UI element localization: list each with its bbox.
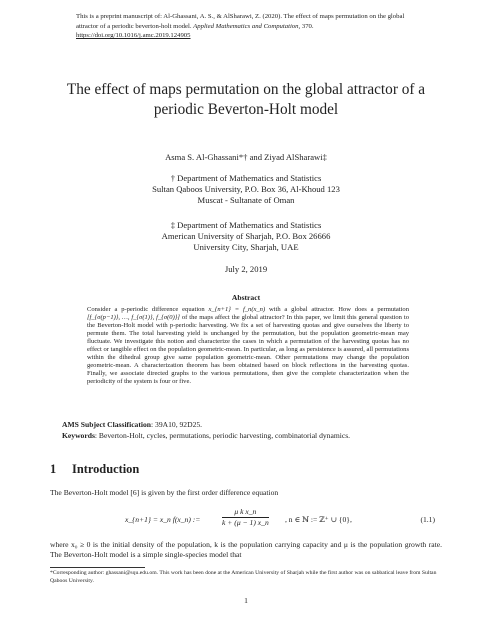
authors: Asma S. Al-Ghassani*† and Ziyad AlSharawi‡ [165,152,327,162]
abstract-part-3: of the maps affect the global attractor? In this paper, we limit this general question to the Beverton-Holt model with p-periodic harvesting. We fix a set of harvesting quotas and give ourselves the liberty to permute them. The total harvesting yield is unchanged by the permutation, but the population geometric-mean may fluctuate. We investigate this notion and characterize the cases in which a permutation of the harvesting quotas has no effect or tangible effect on the population geometric-mean. In particular, as long as persistence is assured, all permutations within the dihedral group give same population geometric-mean. Other permutations may change the population geometric-mean. A characterization theorem has been obtained based on block reflections in the harvesting quotas. Finally, we associate directed graphs to the various permutations, then give the complete characterization when the periodicity of the system is four or five. [87,314,409,386]
section-number: 1 [50,462,57,476]
doi-link[interactable]: https://doi.org/10.1016/j.amc.2019.124905 [76,32,191,40]
intro-paragraph-1: The Beverton-Holt model [6] is given by the first order difference equation [50,488,279,497]
equation-numerator: μ k x_n [222,507,269,518]
affiliation-2 [0,220,492,254]
journal-name: Applied Mathematics and Computation [193,22,299,30]
equation-lhs: x_{n+1} = x_n f(x_n) := [125,515,201,524]
abstract-math-2: [f_{σ(p−1)}, …, f_{σ(1)}, f_{σ(0)}] [87,314,180,322]
abstract-heading: Abstract [231,293,261,302]
footnote-divider [50,567,145,568]
abstract-part-2: with a global attractor. How does a permutation [265,306,409,313]
equation-fraction [222,507,269,528]
section-title: Introduction [72,462,140,476]
preprint-note [76,12,416,41]
equation-denominator: k + (μ − 1) x_n [222,518,269,527]
abstract-text [87,306,409,386]
keywords-value: : Beverton-Holt, cycles, permutations, periodic harvesting, combinatorial dynamics. [94,431,351,440]
equation-number: (1.1) [420,515,435,524]
affiliation-2-line-2: American University of Sharjah, P.O. Box 26666 [161,231,331,242]
journal-volume: , 370. [298,22,314,30]
affiliation-2-line-3: University City, Sharjah, UAE [193,242,299,253]
abstract-math-1: x_{n+1} = f_n(x_n) [208,306,266,313]
affiliation-2-line-1: ‡ Department of Mathematics and Statistics [170,220,322,230]
ams-classification-value: : 39A10, 92D25. [151,420,203,429]
keywords [62,431,350,441]
ams-classification-label: AMS Subject Classification [62,420,152,429]
footnote: *Corresponding author: ghassani@squ.edu.om. This work has been done at the American University of Sharjah while the first author was on sabbatical leave from Sultan Qaboos University. [50,570,437,584]
preprint-citation: This is a preprint manuscript of: Al-Ghassani, A. S., & AlSharawi, Z. (2020). The effect of maps permutation on the global attractor of a periodic beverton-holt model. [76,13,405,30]
ams-classification [62,420,202,430]
section-heading [50,462,139,477]
paper-title: The effect of maps permutation on the global attractor of a periodic Beverton-Holt model [66,81,426,118]
affiliation-1 [0,173,492,207]
affiliation-1-line-2: Sultan Qaboos University, P.O. Box 36, Al-Khoud 123 [152,184,340,195]
page-number: 1 [244,596,248,605]
keywords-label: Keywords [62,431,95,440]
paper-date: July 2, 2019 [224,264,268,274]
equation-condition: , n ∈ ℕ := ℤ⁺ ∪ {0}, [285,515,352,524]
affiliation-1-line-1: † Department of Mathematics and Statistics [170,173,322,183]
affiliation-1-line-3: Muscat - Sultanate of Oman [197,195,295,206]
intro-paragraph-2: where x₀ ≥ 0 is the initial density of the population, k is the population carrying capacity and μ is the population growth rate. The Beverton-Holt model is a simple single-species model that [50,540,442,560]
abstract-part-1: Consider a p-periodic difference equation [87,306,209,313]
equation-1-1 [125,505,435,535]
